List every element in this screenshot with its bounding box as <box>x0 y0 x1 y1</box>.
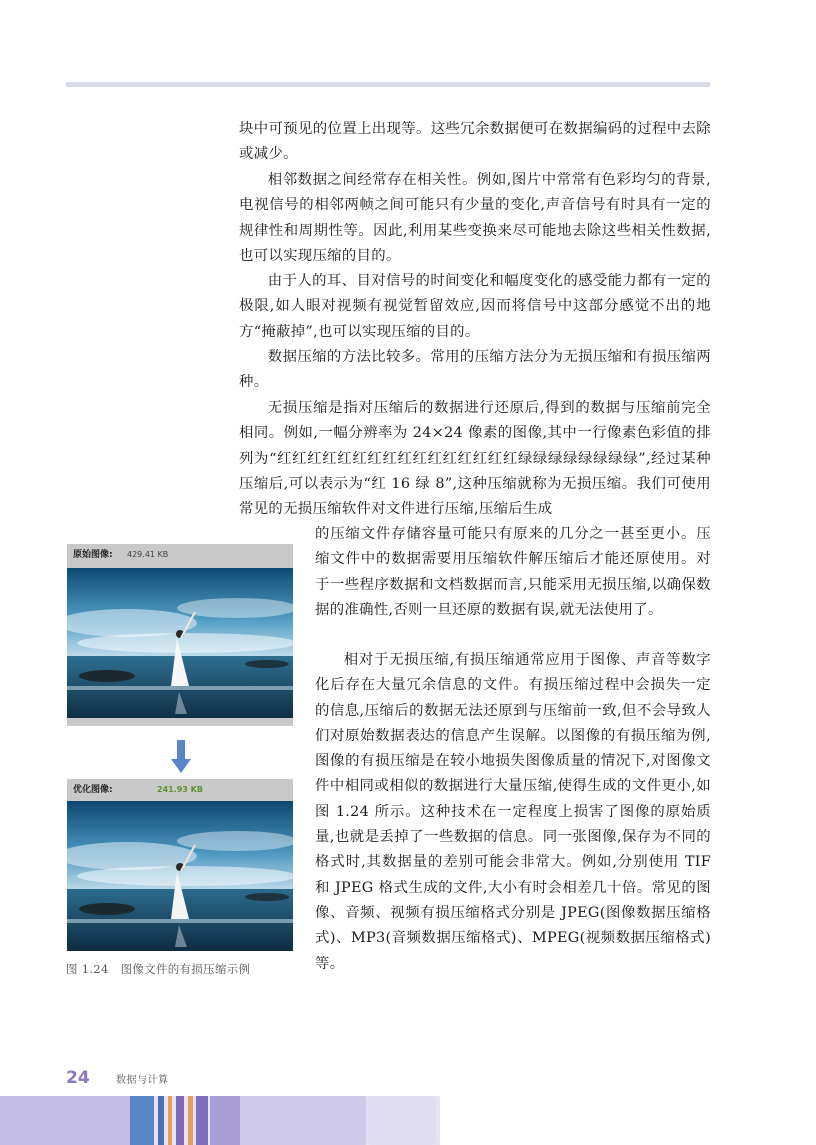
optimized-image-size: 241.93 KB <box>157 785 203 794</box>
figure-caption-text: 图像文件的有损压缩示例 <box>120 962 251 976</box>
paragraph-2: 相邻数据之间经常存在相关性。例如,图片中常常有色彩均匀的背景,电视信号的相邻两帧之间可能只有少量的变化,声音信号有时具有一定的规律性和周期性等。因此,利用某些变换来尽可能地去除这些相关性数据,也可以实现压缩的目的。 <box>239 172 711 264</box>
optimized-image-panel <box>67 779 293 951</box>
optimized-image-label: 优化图像: <box>73 785 113 795</box>
paragraph-6: 相对于无损压缩,有损压缩通常应用于图像、声音等数字化后存在大量冗余信息的文件。有损压缩过程中会损失一定的信息,压缩后的数据无法还原到与压缩前一致,但不会导致人们对原始数据表达的信息产生误解。以图像的有损压缩为例,图像的有损压缩是在较小地损失图像质量的情况下,对图像文件中相同或相似的数据进行大量压缩,使得生成的文件更小,如图 1.24 所示。这种技术在一定程度上损害了图像的原始质量,也就是丢掉了一些数据的信息。同一张图像,保存为不同的格式时,其数据量的差别可能会非常大。例如,分别使用 TIF 和 JPEG 格式生成的文件,大小有时会相差几十倍。常见的图像、音频、视频有损压缩格式分别是 JPEG(图像数据压缩格式)、MP3(音频数据压缩格式)、MPEG(视频数据压缩格式)等。 <box>315 652 711 972</box>
original-image-header <box>67 544 293 566</box>
book-title: 数据与计算 <box>116 1075 169 1086</box>
paragraph-4: 数据压缩的方法比较多。常用的压缩方法分为无损压缩和有损压缩两种。 <box>239 349 711 391</box>
paragraph-5b: 的压缩文件存储容量可能只有原来的几分之一甚至更小。压缩文件中的数据需要用压缩软件解压缩后才能还原使用。对于一些程序数据和文档数据而言,只能采用无损压缩,以确保数据的准确性,否则一旦还原的数据有误,就无法使用了。 <box>315 526 711 618</box>
paragraph-5a: 无损压缩是指对压缩后的数据进行还原后,得到的数据与压缩前完全相同。例如,一幅分辨率为 24×24 像素的图像,其中一行像素色彩值的排列为“红红红红红红红红红红红红红红红红绿绿绿绿绿绿绿绿”,经过某种压缩后,可以表示为“红 16 绿 8”,这种压缩就称为无损压缩。我们可使用常见的无损压缩软件对文件进行压缩,压缩后生成 <box>239 400 711 518</box>
figure-caption <box>66 961 250 977</box>
original-image-label: 原始图像: <box>73 550 113 560</box>
paragraph-3: 由于人的耳、目对信号的时间变化和幅度变化的感受能力都有一定的极限,如人眼对视频有视觉暂留效应,因而将信号中这部分感觉不出的地方“掩蔽掉”,也可以实现压缩的目的。 <box>239 273 711 340</box>
original-photo <box>67 568 293 718</box>
figure-caption-number: 图 1.24 <box>66 962 109 976</box>
optimized-photo <box>67 801 293 951</box>
top-rule <box>66 82 710 87</box>
original-image-panel <box>67 544 293 726</box>
footer-decorative-band <box>0 1096 440 1145</box>
original-image-size: 429.41 KB <box>127 550 169 559</box>
down-arrow-icon <box>171 740 191 774</box>
optimized-image-header <box>67 779 293 801</box>
paragraph-1: 块中可预见的位置上出现等。这些冗余数据便可在数据编码的过程中去除或减少。 <box>239 121 711 163</box>
page-number: 24 <box>66 1068 90 1088</box>
